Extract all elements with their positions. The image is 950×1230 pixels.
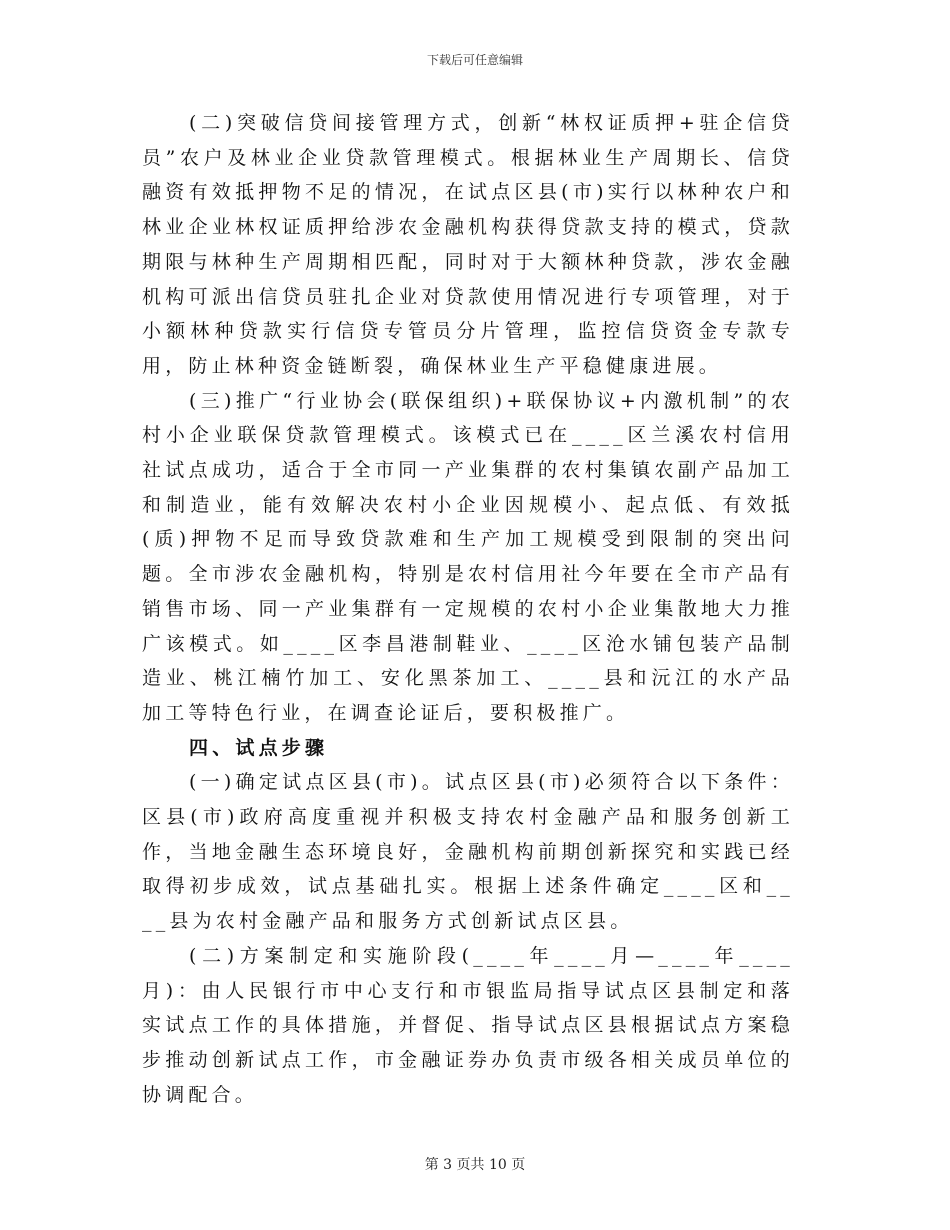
document-body	[142, 106, 794, 1112]
section-heading-pilot-steps: 四、试点步骤	[189, 736, 329, 759]
paragraph-joint-guarantee: (三)推广“行业协会(联保组织)+联保协议+内激机制”的农村小企业联保贷款管理模式。该模式已在____区兰溪农村信用社试点成功，适合于全市同一产业集群的农村集镇农副产品加工和制造业，能有效解决农村小企业因规模小、起点低、有效抵(质)押物不足而导致贷款难和生产加工规模受到限制的突出问题。全市涉农金融机构，特别是农村信用社今年要在全市产品有销售市场、同一产业集群有一定规模的农村小企业集散地大力推广该模式。如____区李昌港制鞋业、____区沧水铺包装产品制造业、桃江楠竹加工、安化黑茶加工、____县和沅江的水产品加工等特色行业，在调查论证后，要积极推广。	[142, 389, 794, 724]
paragraph-determine-pilot: (一)确定试点区县(市)。试点区县(市)必须符合以下条件：区县(市)政府高度重视并积极支持农村金融产品和服务创新工作，当地金融生态环境良好，金融机构前期创新探究和实践已经取得初步成效，试点基础扎实。根据上述条件确定____区和____县为农村金融产品和服务方式创新试点区县。	[142, 771, 794, 933]
paragraph-credit-management: (二)突破信贷间接管理方式，创新“林权证质押+驻企信贷员”农户及林业企业贷款管理模式。根据林业生产周期长、信贷融资有效抵押物不足的情况，在试点区县(市)实行以林种农户和林业企业林权证质押给涉农金融机构获得贷款支持的模式，贷款期限与林种生产周期相匹配，同时对于大额林种贷款，涉农金融机构可派出信贷员驻扎企业对贷款使用情况进行专项管理，对于小额林种贷款实行信贷专管员分片管理，监控信贷资金专款专用，防止林种资金链断裂，确保林业生产平稳健康进展。	[142, 112, 794, 377]
page-header: 下载后可任意编辑	[426, 53, 523, 67]
paragraph-plan-implementation: (二)方案制定和实施阶段(____年____月—____年____月)：由人民银行市中心支行和市银监局指导试点区县制定和落实试点工作的具体措施，并督促、指导试点区县根据试点方案稳步推动创新试点工作，市金融证券办负责市级各相关成员单位的协调配合。	[142, 944, 794, 1106]
page-footer: 第 3 页共 10 页	[424, 1157, 526, 1173]
